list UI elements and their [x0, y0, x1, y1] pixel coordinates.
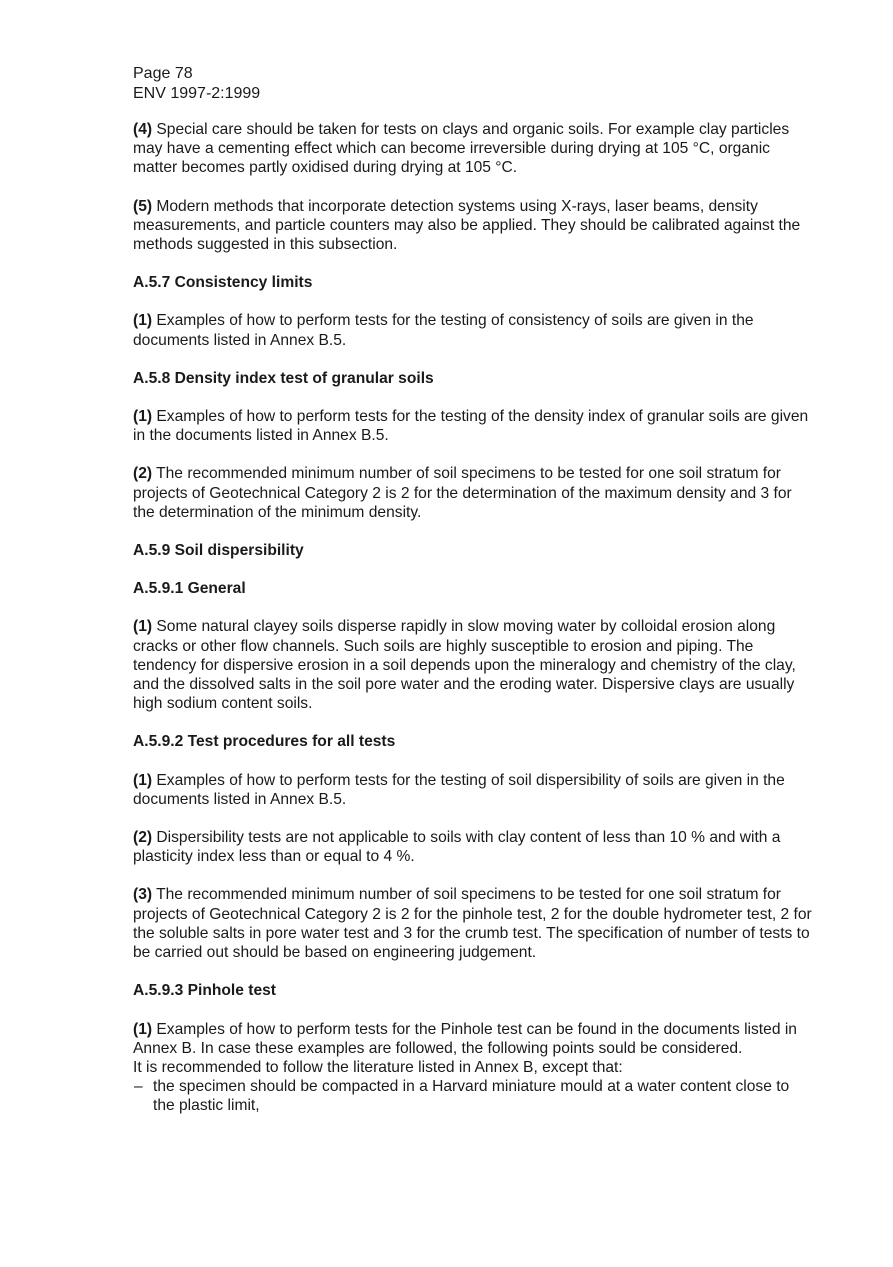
paragraph-a591-1: [133, 617, 813, 713]
paragraph-a58-1: [133, 407, 813, 445]
paragraph-text: Dispersibility tests are not applicable to soils with clay content of less than 10 % and with a plasticity index less than or equal to 4 %.: [133, 829, 781, 866]
paragraph-text: Examples of how to perform tests for the testing of consistency of soils are given in the documents listed in Annex B.5.: [133, 312, 754, 349]
list-item: [133, 1077, 813, 1115]
heading-a58: A.5.8 Density index test of granular soils: [133, 369, 434, 387]
clause-number: (1): [133, 408, 153, 426]
paragraph-text: Some natural clayey soils disperse rapidly in slow moving water by colloidal erosion along cracks or other flow channels. Such soils are highly susceptible to erosion and piping. The tendency for dispersive erosion in a soil depends upon the mineralogy and chemistry of the clay, and the dissolved salts in the soil pore water and the eroding water. Dispersive clays are usually high sodium content soils.: [133, 618, 796, 713]
clause-number: (1): [133, 618, 153, 636]
list-dash: –: [134, 1078, 143, 1096]
clause-number: (4): [133, 121, 153, 138]
paragraph-a58-2: [133, 464, 813, 522]
paragraph-a56-4: [133, 120, 813, 178]
standard-reference: ENV 1997-2:1999: [133, 84, 261, 102]
paragraph-text: Examples of how to perform tests for the Pinhole test can be found in the documents listed in Annex B. In case these examples are followed, the following points sould be considered.: [133, 1020, 797, 1057]
heading-a591: A.5.9.1 General: [133, 580, 246, 598]
clause-number: (2): [133, 829, 153, 847]
list-item-text: the specimen should be compacted in a Harvard miniature mould at a water content close to the plastic limit,: [153, 1078, 790, 1115]
paragraph-text: Examples of how to perform tests for the testing of soil dispersibility of soils are given in the documents listed in Annex B.5.: [133, 771, 785, 808]
heading-a59: A.5.9 Soil dispersibility: [133, 542, 304, 560]
clause-number: (2): [133, 465, 153, 483]
heading-a593: A.5.9.3 Pinhole test: [133, 982, 276, 1000]
paragraph-text: The recommended minimum number of soil specimens to be tested for one soil stratum for projects of Geotechnical Category 2 is 2 for the pinhole test, 2 for the double hydrometer test, 2 for the soluble salts in pore water test and 3 for the crumb test. The specification of number of tests to be carried out should be based on engineering judgement.: [133, 886, 812, 962]
page-number: Page 78: [133, 65, 193, 82]
clause-number: (3): [133, 886, 153, 904]
paragraph-text: Examples of how to perform tests for the testing of the density index of granular soils are given in the documents listed in Annex B.5.: [133, 408, 809, 445]
page-header: [133, 64, 813, 103]
recommendation-list: [133, 1077, 813, 1115]
paragraph-text: Modern methods that incorporate detection systems using X-rays, laser beams, density measurements, and particle counters may also be applied. They should be calibrated against the methods suggested in this subsection.: [133, 197, 801, 254]
clause-number: (1): [133, 1020, 153, 1038]
paragraph-text: Special care should be taken for tests on clays and organic soils. For example clay particles may have a cementing effect which can become irreversible during drying at 105 °C, organic matter becomes partly oxidised during drying at 105 °C.: [133, 121, 790, 177]
clause-number: (1): [133, 312, 153, 330]
paragraph-a56-5: [133, 197, 813, 255]
clause-number: (1): [133, 771, 153, 789]
heading-a57: A.5.7 Consistency limits: [133, 274, 313, 292]
heading-a592: A.5.9.2 Test procedures for all tests: [133, 733, 396, 751]
paragraph-a592-3: [133, 885, 813, 962]
paragraph-a593-1-continued: It is recommended to follow the literature listed in Annex B, except that:: [133, 1058, 623, 1076]
paragraph-a57-1: [133, 311, 813, 349]
clause-number: (5): [133, 197, 153, 215]
document-page: [133, 64, 813, 1116]
paragraph-a593-1: [133, 1020, 813, 1058]
paragraph-a592-1: [133, 771, 813, 809]
paragraph-a592-2: [133, 828, 813, 866]
paragraph-text: The recommended minimum number of soil specimens to be tested for one soil stratum for projects of Geotechnical Category 2 is 2 for the determination of the maximum density and 3 for the determination of the minimum density.: [133, 465, 792, 521]
